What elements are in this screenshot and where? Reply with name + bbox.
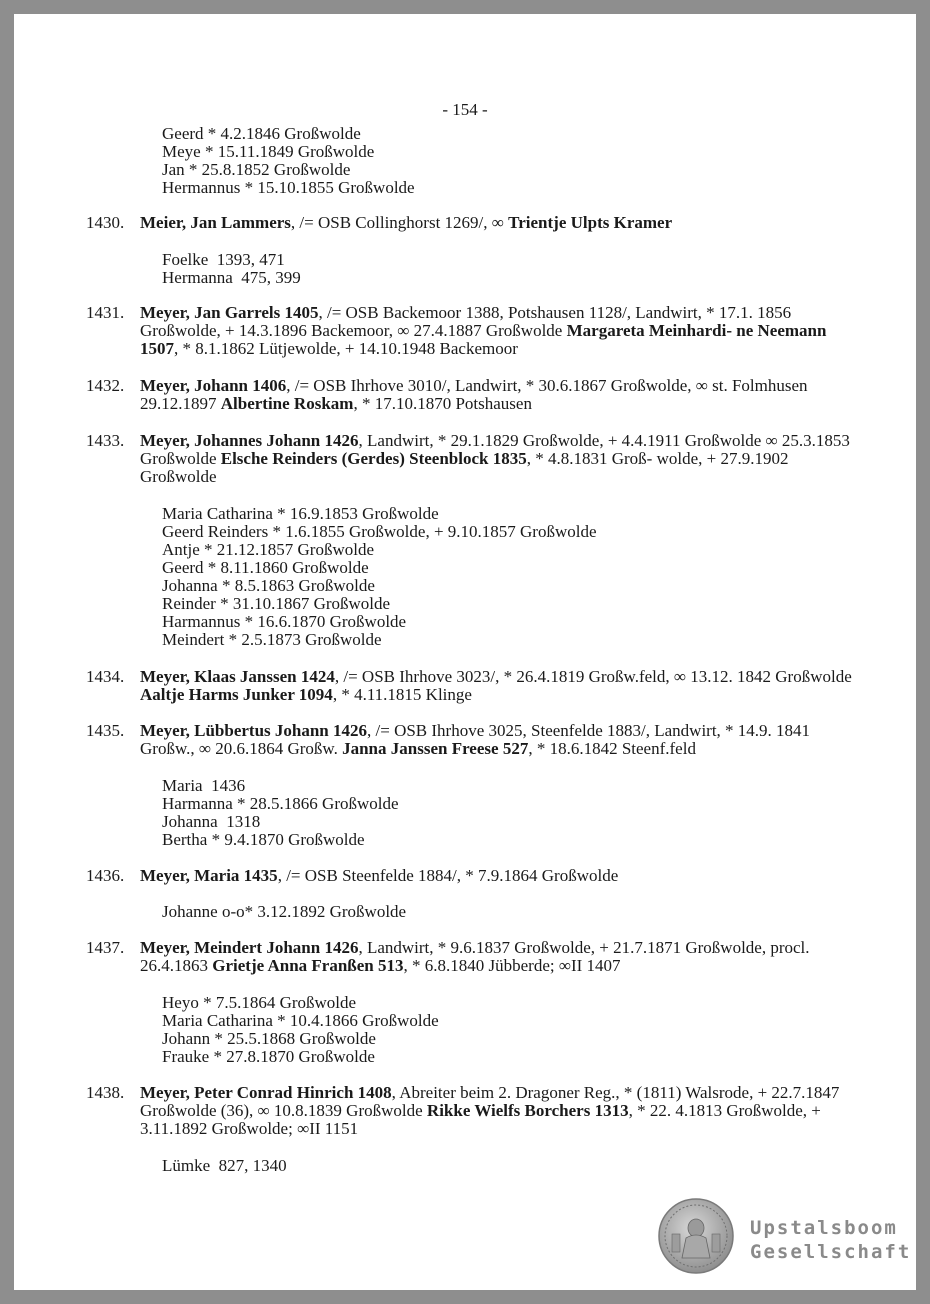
child-line: Heyo * 7.5.1864 Großwolde [162, 993, 357, 1012]
child-line: Reinder * 31.10.1867 Großwolde [162, 594, 391, 613]
child-line: Maria 1436 [162, 776, 246, 795]
logo-line-2: Gesellschaft [750, 1241, 912, 1263]
person-name: Meyer, Johann 1406 [140, 376, 287, 395]
entry-number: 1436. [86, 866, 125, 885]
upstalsboom-seal-icon [658, 1198, 734, 1274]
spouse-name: Janna Janssen Freese 527 [342, 739, 529, 759]
child-line: Meindert * 2.5.1873 Großwolde [162, 630, 382, 649]
entry-number: 1434. [86, 667, 125, 686]
child-line: Hermannus * 15.10.1855 Großwolde [162, 178, 415, 197]
child-line: Frauke * 27.8.1870 Großwolde [162, 1047, 375, 1066]
child-line: Meye * 15.11.1849 Großwolde [162, 142, 375, 161]
document-page [14, 14, 916, 1290]
spouse-name: Trientje Ulpts Kramer [508, 213, 673, 232]
child-line: Jan * 25.8.1852 Großwolde [162, 160, 351, 179]
person-name: Meyer, Lübbertus Johann 1426 [140, 721, 368, 740]
entry-text: Meyer, Klaas Janssen 1424, /= OSB Ihrhove 3023/, * 26.4.1819 Großw.feld, ∞ 13.12. 1842 Großwolde Aaltje Harms Junker 1094, * 4.11.1815 Klinge [140, 667, 852, 705]
entry-text: Meyer, Johannes Johann 1426, Landwirt, * 29.1.1829 Großwolde, + 4.4.1911 Großwolde ∞ 25.3.1853 Großwolde Elsche Reinders (Gerdes) Steenblock 1835, * 4.8.1831 Groß- wolde, + 27.9.1902 Großwolde [140, 431, 850, 487]
spouse-name: Grietje Anna Franßen 513 [212, 956, 404, 976]
entry-number: 1430. [86, 213, 125, 232]
entry-text: Meyer, Maria 1435, /= OSB Steenfelde 1884/, * 7.9.1864 Großwolde [140, 866, 619, 885]
spouse-name: Aaltje Harms Junker 1094 [140, 685, 333, 705]
person-name: Meyer, Johannes Johann 1426 [140, 431, 359, 450]
child-line: Antje * 21.12.1857 Großwolde [162, 540, 375, 559]
child-line: Lümke 827, 1340 [162, 1156, 287, 1175]
person-name: Meier, Jan Lammers [140, 213, 291, 232]
spouse-name: Margareta Meinhardi- ne Neemann 1507 [140, 321, 827, 359]
child-line: Johann * 25.5.1868 Großwolde [162, 1029, 376, 1048]
child-line: Harmanna * 28.5.1866 Großwolde [162, 794, 399, 813]
child-line: Geerd Reinders * 1.6.1855 Großwolde, + 9.10.1857 Großwolde [162, 522, 597, 541]
spouse-name: Albertine Roskam [220, 394, 354, 414]
entry-number: 1437. [86, 938, 125, 957]
entry-number: 1438. [86, 1083, 125, 1102]
person-name: Meyer, Peter Conrad Hinrich 1408 [140, 1083, 392, 1102]
entry-number: 1433. [86, 431, 125, 450]
person-name: Meyer, Jan Garrels 1405 [140, 303, 319, 322]
child-line: Johanna 1318 [162, 812, 261, 831]
child-line: Geerd * 8.11.1860 Großwolde [162, 558, 369, 577]
entry-number: 1431. [86, 303, 125, 322]
person-name: Meyer, Maria 1435 [140, 866, 278, 885]
entry-text: Meyer, Meindert Johann 1426, Landwirt, * 9.6.1837 Großwolde, + 21.7.1871 Großwolde, procl. 26.4.1863 Grietje Anna Franßen 513, * 6.8.1840 Jübberde; ∞II 1407 [140, 938, 810, 976]
child-line: Harmannus * 16.6.1870 Großwolde [162, 612, 407, 631]
child-line: Bertha * 9.4.1870 Großwolde [162, 830, 365, 849]
entry-text: Meyer, Jan Garrels 1405, /= OSB Backemoor 1388, Potshausen 1128/, Landwirt, * 17.1. 1856 Großwolde, + 14.3.1896 Backemoor, ∞ 27.4.1887 Großwolde Margareta Meinhardi- ne Neemann 1507, * 8.1.1862 Lütjewolde, + 14.10.1948 Backemoor [140, 303, 827, 359]
spouse-name: Elsche Reinders (Gerdes) Steenblock 1835 [220, 449, 527, 469]
person-name: Meyer, Meindert Johann 1426 [140, 938, 359, 957]
entry-number: 1435. [86, 721, 125, 740]
child-line: Geerd * 4.2.1846 Großwolde [162, 124, 361, 143]
child-line: Foelke 1393, 471 [162, 250, 285, 269]
child-line: Maria Catharina * 16.9.1853 Großwolde [162, 504, 439, 523]
entry-text: Meyer, Peter Conrad Hinrich 1408, Abreiter beim 2. Dragoner Reg., * (1811) Walsrode, + 22.7.1847 Großwolde (36), ∞ 10.8.1839 Großwolde Rikke Wielfs Borchers 1313, * 22. 4.1813 Großwolde, + 3.11.1892 Großwolde; ∞II 1151 [140, 1083, 840, 1139]
entry-text: Meier, Jan Lammers, /= OSB Collinghorst 1269/, ∞ Trientje Ulpts Kramer [140, 213, 673, 232]
page-number: - 154 - [442, 100, 488, 119]
entry-text: Meyer, Johann 1406, /= OSB Ihrhove 3010/, Landwirt, * 30.6.1867 Großwolde, ∞ st. Folmhusen 29.12.1897 Albertine Roskam, * 17.10.1870 Potshausen [140, 376, 808, 414]
child-line: Johanna * 8.5.1863 Großwolde [162, 576, 375, 595]
society-logo-text [750, 1216, 911, 1264]
child-line: Johanne o-o* 3.12.1892 Großwolde [162, 902, 407, 921]
person-name: Meyer, Klaas Janssen 1424 [140, 667, 335, 686]
logo-line-1: Upstalsboom [750, 1217, 898, 1239]
spouse-name: Rikke Wielfs Borchers 1313 [426, 1101, 629, 1121]
entry-number: 1432. [86, 376, 125, 395]
child-line: Maria Catharina * 10.4.1866 Großwolde [162, 1011, 439, 1030]
entry-text: Meyer, Lübbertus Johann 1426, /= OSB Ihrhove 3025, Steenfelde 1883/, Landwirt, * 14.9. 1841 Großw., ∞ 20.6.1864 Großw. Janna Janssen Freese 527, * 18.6.1842 Steenf.feld [140, 721, 811, 759]
child-line: Hermanna 475, 399 [162, 268, 301, 287]
